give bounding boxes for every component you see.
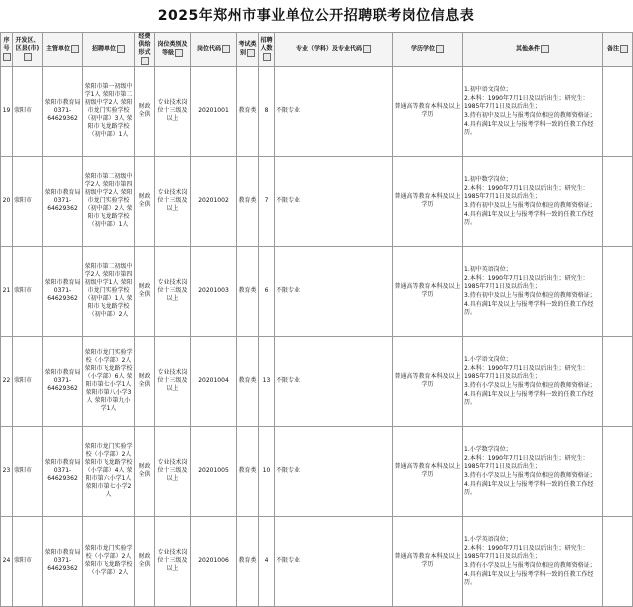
cell-seq[interactable]: 21 (1, 246, 13, 336)
cell-seq[interactable]: 24 (1, 516, 13, 606)
cell-other[interactable] (463, 516, 603, 606)
header-funding[interactable]: 经费供给形式 (135, 33, 155, 67)
unit-text: 荥阳市第一初级中学1人 荥阳市第二初级中学2人 荥阳市龙门实验学校（初中部）3人 荥阳市飞龙路学校（初中部）1人 (84, 83, 133, 138)
cell-unit[interactable] (83, 156, 135, 246)
cell-level[interactable]: 专业技术岗位十三级及以上 (155, 156, 191, 246)
header-seq[interactable]: 序号 (1, 33, 13, 67)
condition-line: 3.持有初中及以上与报考岗位相应的教师资格证； (464, 111, 596, 119)
header-code[interactable]: 岗位代码 (191, 33, 237, 67)
condition-line: 4.具有满1年及以上与报考学科一致的任教工作经历。 (464, 570, 594, 586)
condition-line: 3.持有初中及以上与报考岗位相应的教师资格证； (464, 291, 596, 299)
condition-line: 1.小学数学岗位； (464, 445, 512, 453)
cell-funding[interactable]: 财政全供 (135, 156, 155, 246)
filter-icon[interactable] (3, 53, 11, 61)
cell-exam[interactable]: 教育类 (237, 66, 259, 156)
filter-icon[interactable] (24, 53, 32, 61)
cell-major[interactable]: 不限专业 (275, 336, 393, 426)
cell-code[interactable]: 20201005 (191, 426, 237, 516)
cell-dept[interactable]: 荥阳市教育局0371-64629362 (43, 426, 83, 516)
cell-district[interactable]: 荥阳市 (13, 516, 43, 606)
cell-edu[interactable]: 普通高等教育本科及以上学历 (393, 516, 463, 606)
header-count[interactable]: 招聘人数 (259, 33, 275, 67)
cell-major[interactable]: 不限专业 (275, 426, 393, 516)
cell-other[interactable] (463, 426, 603, 516)
table-row[interactable] (1, 156, 633, 246)
cell-unit[interactable] (83, 246, 135, 336)
condition-line: 4.具有满1年及以上与报考学科一致的任教工作经历。 (464, 120, 594, 136)
cell-district[interactable]: 荥阳市 (13, 156, 43, 246)
condition-line: 1.小学英语岗位； (464, 535, 512, 543)
table-row[interactable] (1, 426, 633, 516)
cell-dept[interactable]: 荥阳市教育局0371-64629362 (43, 336, 83, 426)
condition-line: 2.本科：1990年7月1日及以后出生；研究生：1985年7月1日及以后出生； (464, 544, 589, 560)
cell-funding[interactable]: 财政全供 (135, 426, 155, 516)
condition-line: 3.持有小学及以上与报考岗位相应的教师资格证； (464, 381, 596, 389)
cell-district[interactable]: 荥阳市 (13, 66, 43, 156)
unit-text: 荥阳市龙门实验学校（小学部）2人 荥阳市飞龙路学校（小学部）6人 荥阳市第七小学1人 荥阳市第八小学3人 荥阳市第九小学1人 (84, 349, 133, 412)
cell-funding[interactable]: 财政全供 (135, 516, 155, 606)
table-row[interactable] (1, 246, 633, 336)
filter-icon[interactable] (222, 45, 230, 53)
cell-note[interactable] (603, 426, 633, 516)
cell-note[interactable] (603, 336, 633, 426)
cell-major[interactable]: 不限专业 (275, 156, 393, 246)
cell-district[interactable]: 荥阳市 (13, 426, 43, 516)
cell-code[interactable]: 20201002 (191, 156, 237, 246)
table-row[interactable] (1, 66, 633, 156)
filter-icon[interactable] (620, 45, 628, 53)
cell-district[interactable]: 荥阳市 (13, 246, 43, 336)
cell-note[interactable] (603, 246, 633, 336)
cell-level[interactable]: 专业技术岗位十三级及以上 (155, 336, 191, 426)
header-exam[interactable]: 考试类别 (237, 33, 259, 67)
unit-text: 荥阳市龙门实验学校（小学部）2人 荥阳市飞龙路学校（小学部）2人 (84, 545, 133, 576)
cell-note[interactable] (603, 156, 633, 246)
unit-text: 荥阳市第二初级中学2人 荥阳市第四初级中学2人 荥阳市龙门实验学校（初中部）2人 荥阳市飞龙路学校（初中部）1人 (84, 173, 133, 228)
condition-line: 3.持有小学及以上与报考岗位相应的教师资格证； (464, 561, 596, 569)
header-other[interactable]: 其他条件 (463, 33, 603, 67)
cell-dept[interactable]: 荥阳市教育局0371-64629362 (43, 516, 83, 606)
cell-count[interactable]: 8 (259, 66, 275, 156)
header-major[interactable]: 专业（学科）及专业代码 (275, 33, 393, 67)
condition-line: 3.持有小学及以上与报考岗位相应的教师资格证； (464, 471, 596, 479)
cell-dept[interactable]: 荥阳市教育局0371-64629362 (43, 66, 83, 156)
filter-icon[interactable] (247, 49, 255, 57)
table-row[interactable] (1, 516, 633, 606)
header-level[interactable]: 岗位类别及等级 (155, 33, 191, 67)
condition-line: 1.初中英语岗位； (464, 265, 512, 273)
cell-note[interactable] (603, 516, 633, 606)
cell-other[interactable] (463, 336, 603, 426)
cell-level[interactable]: 专业技术岗位十三级及以上 (155, 246, 191, 336)
cell-unit[interactable] (83, 336, 135, 426)
position-table (0, 32, 633, 607)
condition-line: 2.本科：1990年7月1日及以后出生；研究生：1985年7月1日及以后出生； (464, 94, 589, 110)
condition-line: 4.具有满1年及以上与报考学科一致的任教工作经历。 (464, 300, 594, 316)
cell-seq[interactable]: 23 (1, 426, 13, 516)
cell-funding[interactable]: 财政全供 (135, 66, 155, 156)
filter-icon[interactable] (263, 53, 271, 61)
condition-line: 4.具有满1年及以上与报考学科一致的任教工作经历。 (464, 390, 594, 406)
cell-code[interactable]: 20201006 (191, 516, 237, 606)
filter-icon[interactable] (71, 45, 79, 53)
cell-major[interactable]: 不限专业 (275, 66, 393, 156)
header-note[interactable]: 备注 (603, 33, 633, 67)
cell-exam[interactable]: 教育类 (237, 336, 259, 426)
cell-funding[interactable]: 财政全供 (135, 336, 155, 426)
condition-line: 4.具有满1年及以上与报考学科一致的任教工作经历。 (464, 210, 594, 226)
filter-icon[interactable] (117, 45, 125, 53)
cell-dept[interactable]: 荥阳市教育局0371-64629362 (43, 156, 83, 246)
condition-line: 2.本科：1990年7月1日及以后出生；研究生：1985年7月1日及以后出生； (464, 364, 589, 380)
table-row[interactable] (1, 336, 633, 426)
filter-icon[interactable] (363, 45, 371, 53)
cell-edu[interactable]: 普通高等教育本科及以上学历 (393, 426, 463, 516)
header-unit[interactable]: 招聘单位 (83, 33, 135, 67)
cell-count[interactable]: 6 (259, 246, 275, 336)
header-edu[interactable]: 学历学位 (393, 33, 463, 67)
cell-count[interactable]: 7 (259, 156, 275, 246)
filter-icon[interactable] (141, 57, 149, 65)
cell-count[interactable]: 4 (259, 516, 275, 606)
cell-seq[interactable]: 20 (1, 156, 13, 246)
condition-line: 2.本科：1990年7月1日及以后出生；研究生：1985年7月1日及以后出生； (464, 274, 589, 290)
condition-line: 2.本科：1990年7月1日及以后出生；研究生：1985年7月1日及以后出生； (464, 454, 589, 470)
cell-dept[interactable]: 荥阳市教育局0371-64629362 (43, 246, 83, 336)
cell-major[interactable]: 不限专业 (275, 516, 393, 606)
filter-icon[interactable] (175, 49, 183, 57)
cell-exam[interactable]: 教育类 (237, 426, 259, 516)
cell-district[interactable]: 荥阳市 (13, 336, 43, 426)
cell-other[interactable] (463, 66, 603, 156)
filter-icon[interactable] (436, 45, 444, 53)
cell-major[interactable]: 不限专业 (275, 246, 393, 336)
page-title: 2025年郑州市事业单位公开招聘联考岗位信息表 (157, 8, 475, 24)
cell-note[interactable] (603, 66, 633, 156)
cell-edu[interactable]: 普通高等教育本科及以上学历 (393, 156, 463, 246)
condition-line: 2.本科：1990年7月1日及以后出生；研究生：1985年7月1日及以后出生； (464, 184, 589, 200)
condition-line: 3.持有初中及以上与报考岗位相应的教师资格证； (464, 201, 596, 209)
cell-code[interactable]: 20201003 (191, 246, 237, 336)
cell-exam[interactable]: 教育类 (237, 246, 259, 336)
cell-level[interactable]: 专业技术岗位十三级及以上 (155, 66, 191, 156)
cell-unit[interactable] (83, 66, 135, 156)
cell-level[interactable]: 专业技术岗位十三级及以上 (155, 426, 191, 516)
cell-code[interactable]: 20201004 (191, 336, 237, 426)
cell-seq[interactable]: 19 (1, 66, 13, 156)
header-row (1, 33, 633, 67)
cell-unit[interactable] (83, 426, 135, 516)
condition-line: 4.具有满1年及以上与报考学科一致的任教工作经历。 (464, 480, 594, 496)
condition-line: 1.初中数学岗位； (464, 175, 512, 183)
cell-seq[interactable]: 22 (1, 336, 13, 426)
cell-edu[interactable]: 普通高等教育本科及以上学历 (393, 336, 463, 426)
condition-line: 1.小学语文岗位； (464, 355, 512, 363)
unit-text: 荥阳市龙门实验学校（小学部）2人 荥阳市飞龙路学校（小学部）4人 荥阳市第六小学1人 荥阳市第七小学2人 (84, 443, 133, 498)
cell-count[interactable]: 13 (259, 336, 275, 426)
cell-unit[interactable] (83, 516, 135, 606)
cell-exam[interactable]: 教育类 (237, 156, 259, 246)
header-dept[interactable]: 主管单位 (43, 33, 83, 67)
cell-other[interactable] (463, 246, 603, 336)
cell-other[interactable] (463, 156, 603, 246)
cell-edu[interactable]: 普通高等教育本科及以上学历 (393, 66, 463, 156)
cell-count[interactable]: 10 (259, 426, 275, 516)
condition-line: 1.初中语文岗位； (464, 85, 512, 93)
cell-level[interactable]: 专业技术岗位十三级及以上 (155, 516, 191, 606)
cell-edu[interactable]: 普通高等教育本科及以上学历 (393, 246, 463, 336)
header-district[interactable]: 开发区、区县(市) (13, 33, 43, 67)
unit-text: 荥阳市第二初级中学2人 荥阳市第四初级中学1人 荥阳市龙门实验学校（初中部）1人 荥阳市飞龙路学校（初中部）2人 (84, 263, 133, 318)
cell-code[interactable]: 20201001 (191, 66, 237, 156)
cell-exam[interactable]: 教育类 (237, 516, 259, 606)
cell-funding[interactable]: 财政全供 (135, 246, 155, 336)
filter-icon[interactable] (541, 45, 549, 53)
